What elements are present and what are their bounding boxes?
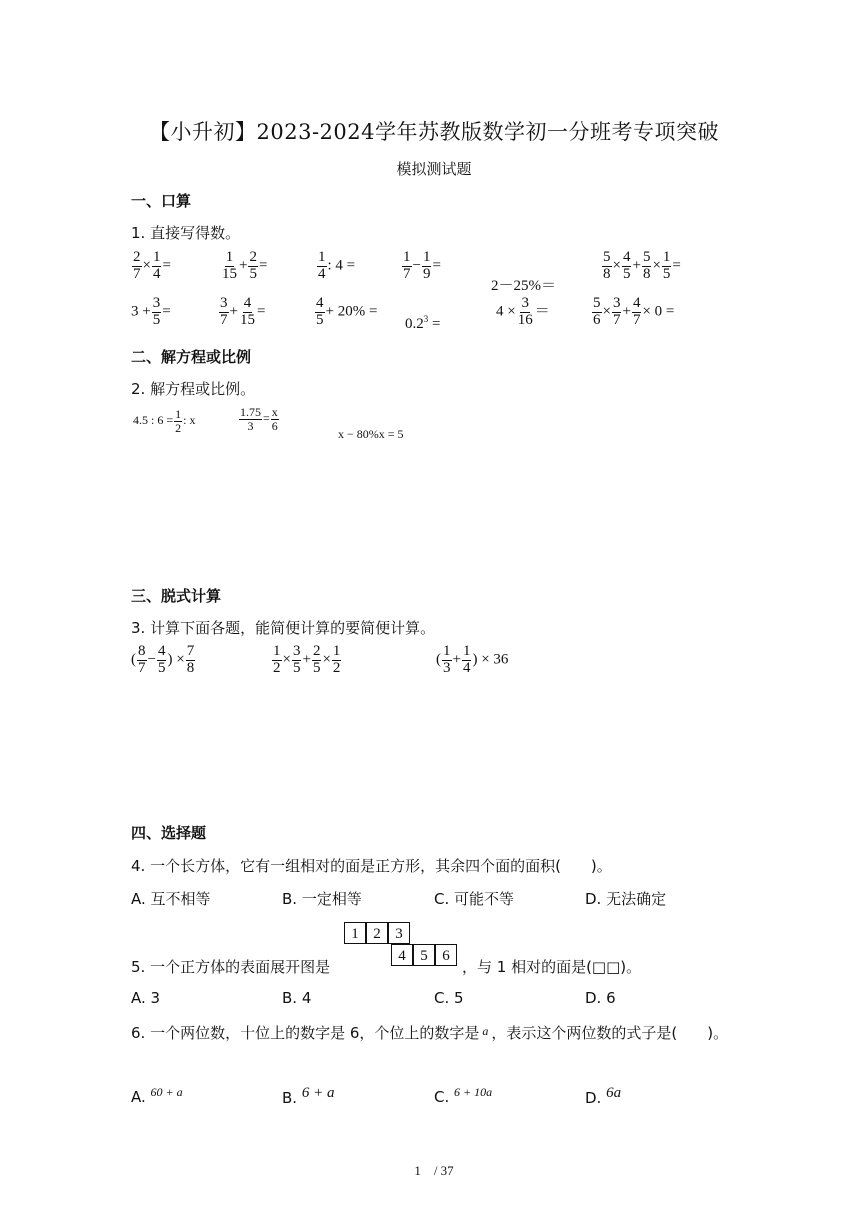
section-heading-step-calc: 三、脱式计算 xyxy=(131,587,222,605)
calc-2a: 3 + $\frac{3}{5}$ = xyxy=(131,295,171,328)
q5-option-c: C. 5 xyxy=(434,989,464,1007)
question-2-text: 2. 解方程或比例。 xyxy=(131,380,256,398)
net-cell-6: 6 xyxy=(435,944,457,966)
calc-1e: 2－25%＝ xyxy=(491,278,556,294)
calc-2f: $\frac{5}{6}$ × $\frac{3}{7}$ + $\frac{4}{7}$ × 0 = xyxy=(593,295,675,328)
calc-1f: $\frac{5}{8}$ × $\frac{4}{5}$ + $\frac{5}{8}$ × $\frac{1}{5}$ = xyxy=(603,249,681,282)
section-heading-mental-math: 一、口算 xyxy=(131,192,192,210)
q6-option-d: D. 6a xyxy=(585,1085,622,1107)
question-1-text: 1. 直接写得数。 xyxy=(131,224,241,242)
step-calc-3b: $\frac{1}{2}$ × $\frac{3}{5}$ + $\frac{2}{5}$ × $\frac{1}{2}$ xyxy=(273,643,341,676)
question-4-text: 4. 一个长方体，它有一组相对的面是正方形，其余四个面的面积( )。 xyxy=(131,857,612,875)
q6-option-a: A. $^{60 + a}$ xyxy=(131,1085,183,1106)
net-cell-5: 5 xyxy=(413,944,435,966)
q4-option-a: A. 互不相等 xyxy=(131,890,211,908)
calc-1c: $\frac{1}{4}$ : 4 = xyxy=(318,249,356,282)
q5-option-a: A. 3 xyxy=(131,989,161,1007)
q4-option-d: D. 无法确定 xyxy=(585,890,667,908)
q6-option-b: B. 6 + a xyxy=(282,1085,335,1107)
calc-1d: $\frac{1}{7}$ − $\frac{1}{9}$ = xyxy=(403,249,441,282)
equation-2b: $\frac{1.75}{3}$ = $\frac{x}{6}$ xyxy=(240,405,278,433)
net-cell-1: 1 xyxy=(344,922,366,944)
q4-option-c: C. 可能不等 xyxy=(434,890,515,908)
question-3-text: 3. 计算下面各题，能简便计算的要简便计算。 xyxy=(131,619,436,637)
section-heading-choice: 四、选择题 xyxy=(131,824,207,842)
q6-option-c: C. $^{6 + 10a}$ xyxy=(434,1085,493,1106)
net-cell-4: 4 xyxy=(391,944,413,966)
step-calc-3c: ( $\frac{1}{3}$ + $\frac{1}{4}$ ) × 36 xyxy=(436,643,509,676)
step-calc-3a: ( $\frac{8}{7}$ − $\frac{4}{5}$ ) × $\frac{7}{8}$ xyxy=(131,643,195,676)
question-5-text-after: ，与 1 相对的面是(□□)。 xyxy=(462,958,642,976)
q5-option-b: B. 4 xyxy=(282,989,312,1007)
calc-2e: 4 × $\frac{3}{16}$ ＝ xyxy=(496,295,550,328)
calc-2c: $\frac{4}{5}$ + 20% = xyxy=(316,295,378,328)
calc-2d: $0.2^3$ = xyxy=(405,314,441,332)
calc-1a: $\frac{2}{7}$ × $\frac{1}{4}$ = xyxy=(133,249,171,282)
calc-1b: $\frac{1}{15}$ + $\frac{2}{5}$ = xyxy=(222,249,268,282)
equation-2a: 4.5 : 6 = $\frac{1}{2}$ : x xyxy=(133,407,196,435)
net-cell-2: 2 xyxy=(366,922,388,944)
question-6-text: 6. 一个两位数，十位上的数字是 6，个位上的数字是 $^a$ ，表示这个两位数的式子是( )。 xyxy=(131,1024,729,1042)
calc-2b: $\frac{3}{7}$ + $\frac{4}{15}$ = xyxy=(220,295,266,328)
page-number: 1 / 37 xyxy=(414,1163,454,1178)
q4-option-b: B. 一定相等 xyxy=(282,890,362,908)
question-5-text-before: 5. 一个正方体的表面展开图是 xyxy=(131,958,331,976)
equation-2c: x − 80%x = 5 xyxy=(338,427,404,441)
section-heading-equations: 二、解方程或比例 xyxy=(131,348,252,366)
document-subtitle: 模拟测试题 xyxy=(396,160,472,178)
net-cell-3: 3 xyxy=(388,922,410,944)
document-title: 【小升初】2023-2024学年苏教版数学初一分班考专项突破 xyxy=(149,120,719,144)
q5-option-d: D. 6 xyxy=(585,989,616,1007)
